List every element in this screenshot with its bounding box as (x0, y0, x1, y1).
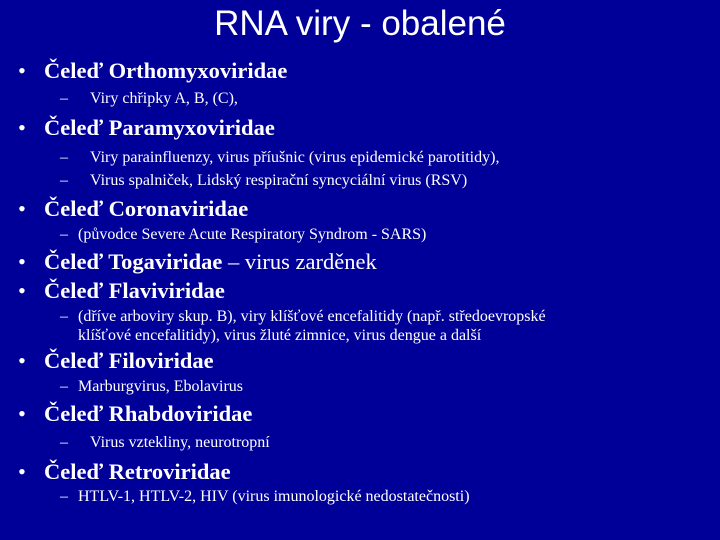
sub-text: Viry chřipky A, B, (C), (90, 90, 238, 107)
bullet: • (18, 58, 26, 83)
family-flaviviridae (18, 278, 225, 304)
dash: – (60, 378, 68, 395)
bullet: • (18, 348, 26, 373)
family-heading: Čeleď Flaviviridae (44, 278, 225, 303)
sub-text: Virus spalniček, Lidský respirační syncyciální virus (RSV) (90, 172, 468, 189)
sub-text: Virus vztekliny, neurotropní (90, 434, 270, 451)
family-heading: Čeleď Paramyxoviridae (44, 115, 275, 140)
dash: – (60, 226, 68, 243)
family-heading: Čeleď Orthomyxoviridae (44, 58, 288, 83)
bullet: • (18, 459, 26, 484)
sub-text: (dříve arboviry skup. B), viry klíšťové encefalitidy (např. středoevropské (78, 308, 546, 325)
family-filoviridae (18, 348, 214, 374)
family-heading: Čeleď Togaviridae (44, 249, 223, 274)
dash: – (60, 172, 68, 189)
bullet: • (18, 401, 26, 426)
sub-item (60, 172, 467, 190)
sub-item (60, 90, 238, 108)
sub-item (60, 226, 426, 244)
dash: – (60, 434, 68, 451)
dash: – (60, 308, 68, 325)
sub-item (60, 488, 470, 506)
family-heading: Čeleď Rhabdoviridae (44, 401, 253, 426)
dash: – (60, 149, 68, 166)
family-paramyxoviridae (18, 115, 275, 141)
dash: – (60, 488, 68, 505)
dash: – (60, 90, 68, 107)
sub-item (60, 149, 499, 167)
bullet: • (18, 249, 26, 274)
sub-text-continuation: klíšťové encefalitidy), virus žluté zimnice, virus dengue a další (78, 327, 482, 344)
bullet: • (18, 115, 26, 140)
slide-title: RNA viry - obalené (214, 4, 506, 43)
sub-text: (původce Severe Acute Respiratory Syndrom - SARS) (78, 226, 427, 243)
sub-text: HTLV-1, HTLV-2, HIV (virus imunologické nedostatečnosti) (78, 488, 470, 505)
family-rhabdoviridae (18, 401, 252, 427)
family-heading: Čeleď Coronaviridae (44, 196, 249, 221)
family-heading-suffix: – virus zarděnek (222, 249, 377, 274)
sub-item (60, 307, 546, 345)
family-coronaviridae (18, 196, 248, 222)
sub-text: Marburgvirus, Ebolavirus (78, 378, 244, 395)
bullet: • (18, 278, 26, 303)
family-retroviridae (18, 459, 231, 485)
family-heading: Čeleď Retroviridae (44, 459, 231, 484)
bullet: • (18, 196, 26, 221)
family-heading: Čeleď Filoviridae (44, 348, 214, 373)
sub-text: Viry parainfluenzy, virus příušnic (virus epidemické parotitidy), (90, 149, 500, 166)
family-orthomyxoviridae (18, 58, 287, 84)
family-togaviridae (18, 249, 377, 275)
sub-item (60, 434, 270, 452)
sub-item (60, 378, 243, 396)
